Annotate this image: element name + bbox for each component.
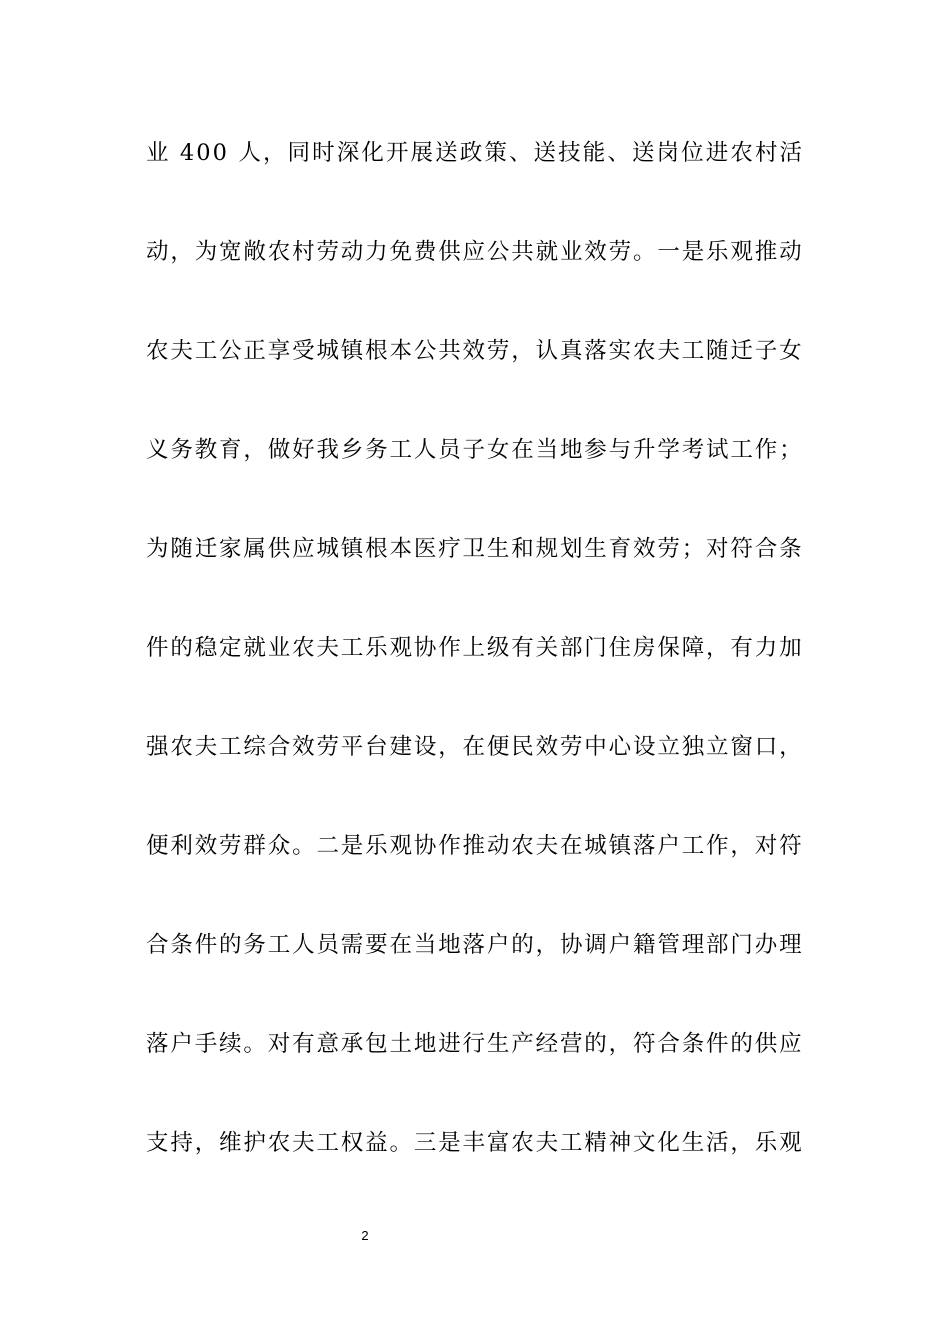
text-line: 义务教育，做好我乡务工人员子女在当地参与升学考试工作； xyxy=(146,437,804,463)
text-line: 动，为宽敞农村劳动力免费供应公共就业效劳。一是乐观推动 xyxy=(146,239,804,265)
page-number: 2 xyxy=(361,1228,369,1243)
text-line: 便利效劳群众。二是乐观协作推动农夫在城镇落户工作，对符 xyxy=(146,833,804,859)
text-line: 强农夫工综合效劳平台建设，在便民效劳中心设立独立窗口， xyxy=(146,734,804,760)
text-line: 为随迁家属供应城镇根本医疗卫生和规划生育效劳；对符合条 xyxy=(146,536,804,562)
text-line: 农夫工公正享受城镇根本公共效劳，认真落实农夫工随迁子女 xyxy=(146,338,804,364)
text-line: 件的稳定就业农夫工乐观协作上级有关部门住房保障，有力加 xyxy=(146,635,804,661)
text-line: 支持，维护农夫工权益。三是丰富农夫工精神文化生活，乐观 xyxy=(146,1130,804,1156)
text-line: 落户手续。对有意承包土地进行生产经营的，符合条件的供应 xyxy=(146,1031,804,1057)
text-line: 业 400 人，同时深化开展送政策、送技能、送岗位进农村活 xyxy=(146,140,805,166)
text-line: 合条件的务工人员需要在当地落户的，协调户籍管理部门办理 xyxy=(146,932,804,958)
body-text xyxy=(146,128,806,1217)
